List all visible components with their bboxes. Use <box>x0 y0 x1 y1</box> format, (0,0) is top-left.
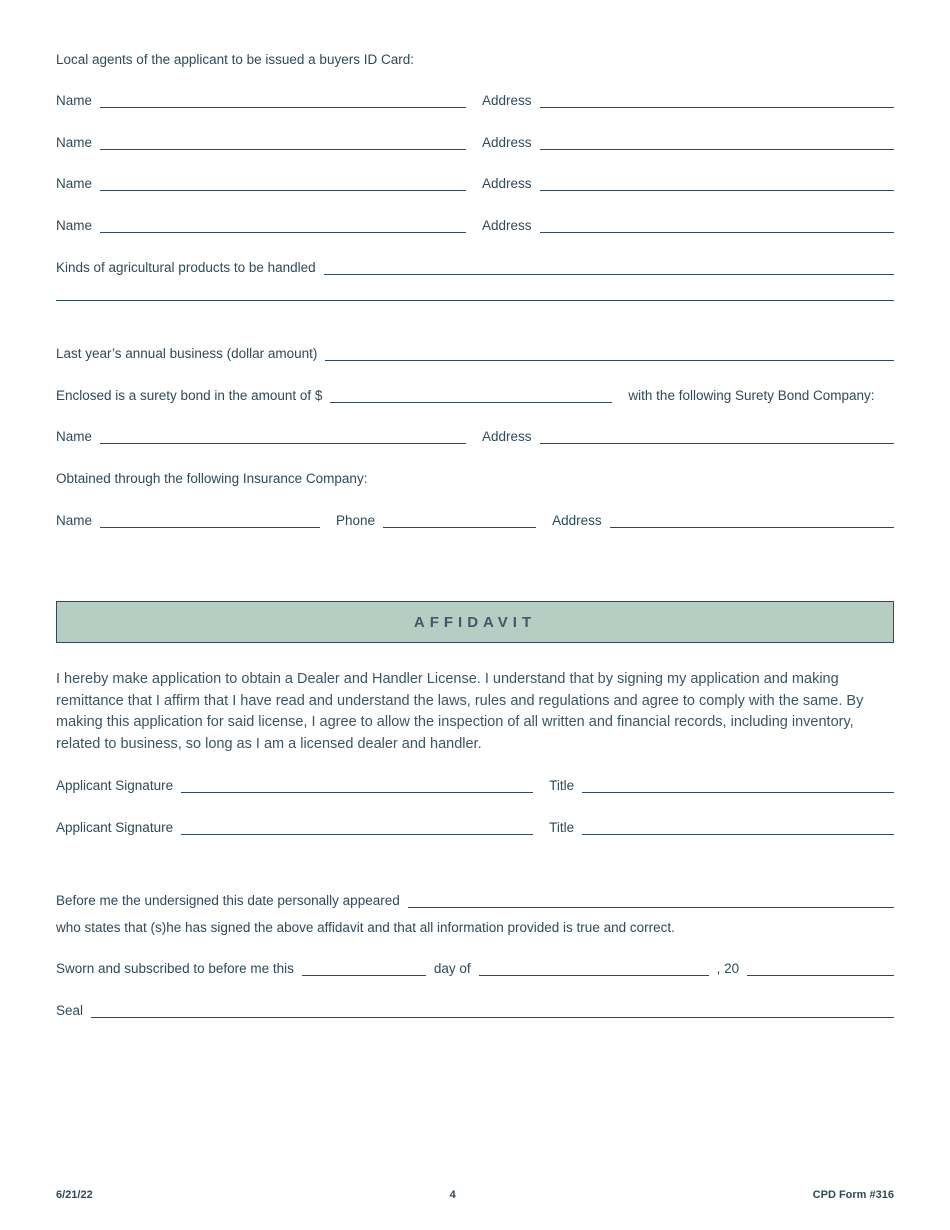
title-label: Title <box>549 820 575 835</box>
insurance-phone-field[interactable] <box>383 527 536 528</box>
insurance-row <box>56 513 894 529</box>
seal-label: Seal <box>56 1003 84 1018</box>
surety-company-label: with the following Surety Bond Company: <box>628 388 875 403</box>
appeared-label: Before me the undersigned this date personally appeared <box>56 893 400 908</box>
surety-address-field[interactable] <box>540 443 894 444</box>
page-footer <box>56 1189 894 1201</box>
seal-row <box>56 1003 894 1019</box>
insurance-name-label: Name <box>56 513 93 528</box>
signature-field-2[interactable] <box>181 834 533 835</box>
agent-name-label: Name <box>56 93 93 108</box>
annual-business-field[interactable] <box>325 360 894 361</box>
insurance-phone-label: Phone <box>336 513 376 528</box>
products-field-line-2[interactable] <box>56 300 894 301</box>
agent-row-2 <box>56 135 894 151</box>
sworn-day-field[interactable] <box>302 975 426 976</box>
products-label: Kinds of agricultural products to be handled <box>56 260 316 275</box>
annual-business-label: Last year’s annual business (dollar amount) <box>56 346 318 361</box>
products-field[interactable] <box>324 274 894 275</box>
sworn-year-field[interactable] <box>747 975 894 976</box>
agent-address-field-2[interactable] <box>540 149 894 150</box>
products-row <box>56 260 894 276</box>
year-label: , 20 <box>716 961 740 976</box>
surety-amount-field[interactable] <box>330 402 612 403</box>
footer-date: 6/21/22 <box>56 1189 93 1201</box>
agent-name-label: Name <box>56 176 93 191</box>
agent-address-field-4[interactable] <box>540 232 894 233</box>
appeared-row <box>56 893 894 909</box>
agent-name-field-1[interactable] <box>100 107 466 108</box>
agents-intro <box>56 52 894 68</box>
signature-row-2 <box>56 820 894 836</box>
sworn-month-field[interactable] <box>479 975 709 976</box>
agent-name-label: Name <box>56 218 93 233</box>
signature-field-1[interactable] <box>181 792 533 793</box>
surety-company-row <box>56 429 894 445</box>
agent-name-label: Name <box>56 135 93 150</box>
agent-row-3 <box>56 176 894 192</box>
insurance-intro <box>56 471 894 487</box>
footer-page-number: 4 <box>449 1189 456 1201</box>
signature-label: Applicant Signature <box>56 778 174 793</box>
agent-address-label: Address <box>482 135 532 150</box>
insurance-intro-text: Obtained through the following Insurance Company: <box>56 471 368 486</box>
agents-intro-text: Local agents of the applicant to be issued a buyers ID Card: <box>56 52 414 67</box>
sworn-row <box>56 961 894 977</box>
title-field-2[interactable] <box>582 834 894 835</box>
surety-bond-row <box>56 388 894 404</box>
day-of-label: day of <box>433 961 471 976</box>
agent-row-4 <box>56 218 894 234</box>
affidavit-paragraph: I hereby make application to obtain a Dealer and Handler License. I understand that by signing my application and making remittance that I affirm that I have read and understand the laws, rules and regulations and agree to comply with the same. By making this application for said license, I agree to allow the inspection of all written and financial records, including inventory, related to business, so long as I am a licensed dealer and handler. <box>56 671 864 752</box>
title-field-1[interactable] <box>582 792 894 793</box>
insurance-address-label: Address <box>552 513 602 528</box>
agent-address-field-3[interactable] <box>540 190 894 191</box>
affidavit-heading: AFFIDAVIT <box>56 601 894 643</box>
insurance-address-field[interactable] <box>610 527 894 528</box>
form-page <box>56 0 894 1230</box>
surety-name-field[interactable] <box>100 443 466 444</box>
states-text: who states that (s)he has signed the above affidavit and that all information provided is true and correct. <box>56 920 675 935</box>
agent-row-1 <box>56 93 894 109</box>
agent-address-label: Address <box>482 176 532 191</box>
seal-field[interactable] <box>91 1017 894 1018</box>
products-row-continued <box>56 300 894 302</box>
appeared-field[interactable] <box>408 907 894 908</box>
insurance-name-field[interactable] <box>100 527 320 528</box>
agent-name-field-4[interactable] <box>100 232 466 233</box>
footer-form-number: CPD Form #316 <box>812 1189 894 1201</box>
states-row <box>56 920 894 936</box>
title-label: Title <box>549 778 575 793</box>
agent-name-field-2[interactable] <box>100 149 466 150</box>
agent-address-label: Address <box>482 93 532 108</box>
annual-business-row <box>56 346 894 362</box>
agent-address-field-1[interactable] <box>540 107 894 108</box>
signature-row-1 <box>56 778 894 794</box>
surety-address-label: Address <box>482 429 532 444</box>
surety-name-label: Name <box>56 429 93 444</box>
sworn-label: Sworn and subscribed to before me this <box>56 961 294 976</box>
agent-address-label: Address <box>482 218 532 233</box>
surety-amount-label: Enclosed is a surety bond in the amount of $ <box>56 388 323 403</box>
agent-name-field-3[interactable] <box>100 190 466 191</box>
signature-label: Applicant Signature <box>56 820 174 835</box>
